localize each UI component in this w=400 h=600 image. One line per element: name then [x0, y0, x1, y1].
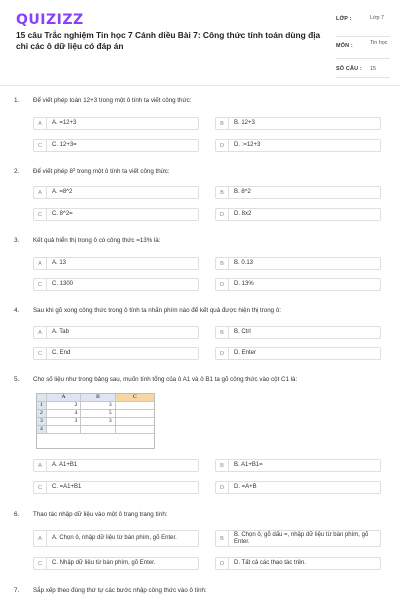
spreadsheet-cell — [81, 426, 115, 434]
meta-label-count: SỐ CÂU : — [336, 66, 362, 72]
question-number: 1. — [14, 97, 20, 104]
option-text: D. 8x2 — [234, 211, 252, 217]
question-number: 5. — [14, 376, 20, 383]
meta-divider — [336, 77, 390, 78]
row-header: 1 — [37, 402, 47, 410]
spreadsheet-cell: 3 — [81, 418, 115, 426]
question-number: 7. — [14, 587, 20, 594]
meta-value-class: Lớp 7 — [370, 15, 385, 21]
answer-option-a[interactable] — [33, 117, 199, 130]
spreadsheet-row — [37, 410, 154, 418]
spreadsheet-header-row — [37, 394, 154, 402]
meta-divider — [336, 36, 390, 37]
corner-cell — [37, 394, 47, 402]
option-letter: C — [34, 140, 47, 151]
question-text: Sau khi gõ xong công thức trong ô tính ta nhấn phím nào để kết quả được hiện thị trong ô: — [33, 307, 281, 314]
meta-label-class: LỚP : — [336, 16, 352, 22]
answer-option-c[interactable] — [33, 557, 199, 570]
question-text: Kết quả hiển thị trong ô có công thức =13% là: — [33, 237, 161, 244]
option-letter: C — [34, 279, 47, 290]
question-number: 6. — [14, 511, 20, 518]
spreadsheet-row — [37, 426, 154, 434]
answer-option-a[interactable] — [33, 326, 199, 339]
column-header: A — [47, 394, 81, 402]
spreadsheet-cell: 5 — [81, 410, 115, 418]
option-text: C. End — [52, 350, 71, 356]
answer-option-d[interactable] — [215, 139, 381, 152]
option-letter: B — [216, 187, 229, 198]
column-header: B — [81, 394, 115, 402]
option-letter: C — [34, 209, 47, 220]
question-text: Thao tác nhập dữ liệu vào một ô trang trang tính: — [33, 511, 168, 518]
option-text: C. Nhập dữ liệu từ bàn phím, gõ Enter. — [52, 560, 156, 566]
answer-option-b[interactable] — [215, 186, 381, 199]
option-letter: B — [216, 118, 229, 129]
column-header-selected: C — [116, 394, 154, 402]
option-text: D. Enter — [234, 350, 257, 356]
option-letter: A — [34, 327, 47, 338]
option-letter: A — [34, 531, 47, 546]
question-number: 4. — [14, 307, 20, 314]
option-letter: C — [34, 558, 47, 569]
spreadsheet-cell: 3 — [81, 402, 115, 410]
meta-label-subject: MÔN : — [336, 43, 353, 49]
spreadsheet-row — [37, 418, 154, 426]
option-text: B. Chọn ô, gõ dấu =, nhập dữ liệu từ bàn phím, gõ Enter. — [234, 531, 369, 545]
spreadsheet-cell — [116, 410, 154, 418]
option-letter: C — [34, 348, 47, 359]
answer-option-d[interactable] — [215, 481, 381, 494]
option-letter: A — [34, 460, 47, 471]
answer-option-d[interactable] — [215, 208, 381, 221]
answer-option-c[interactable] — [33, 481, 199, 494]
question-text-part: Để viết phép 8 — [33, 168, 73, 175]
option-letter: B — [216, 460, 229, 471]
spreadsheet-cell — [116, 418, 154, 426]
answer-option-a[interactable] — [33, 186, 199, 199]
question-text: Để viết phép toán 12+3 trong một ô tính ta viết công thức: — [33, 97, 192, 104]
answer-option-d[interactable] — [215, 278, 381, 291]
option-text: D. 13% — [234, 281, 254, 287]
meta-divider — [336, 58, 390, 59]
answer-option-a[interactable] — [33, 257, 199, 270]
option-text: C. =A1+B1 — [52, 484, 82, 490]
option-text: A. Chọn ô, nhập dữ liệu từ bàn phím, gõ Enter. — [52, 535, 177, 541]
option-text: A. 13 — [52, 260, 67, 266]
answer-option-c[interactable] — [33, 139, 199, 152]
answer-option-b[interactable] — [215, 326, 381, 339]
option-text: C. 8^2= — [52, 211, 73, 217]
answer-option-d[interactable] — [215, 557, 381, 570]
superscript-exponent: 2 — [72, 166, 76, 172]
answer-option-c[interactable] — [33, 278, 199, 291]
option-letter: B — [216, 327, 229, 338]
meta-value-count: 15 — [370, 66, 376, 72]
question-text-part: trong một ô tính ta viết công thức: — [75, 168, 170, 175]
answer-option-a[interactable] — [33, 530, 199, 547]
option-text: C. 12+3= — [52, 142, 77, 148]
option-text: B. 0.13 — [234, 260, 254, 266]
quizizz-logo[interactable]: QUIZIZZ — [16, 12, 84, 28]
spreadsheet-cell: 3 — [47, 418, 81, 426]
option-text: C. 1300 — [52, 281, 74, 287]
option-letter: D — [216, 482, 229, 493]
option-text: A. =8^2 — [52, 189, 73, 195]
option-text: B. 8^2 — [234, 189, 251, 195]
option-text: D. =A+B — [234, 484, 257, 490]
option-letter: B — [216, 258, 229, 269]
row-header: 3 — [37, 418, 47, 426]
spreadsheet-cell — [47, 426, 81, 434]
answer-option-b[interactable] — [215, 459, 381, 472]
answer-option-a[interactable] — [33, 459, 199, 472]
option-letter: D — [216, 140, 229, 151]
row-header: 4 — [37, 426, 47, 434]
option-letter: D — [216, 558, 229, 569]
page-title: 15 câu Trắc nghiệm Tin học 7 Cánh diều Bài 7: Công thức tính toán dùng địa chỉ các ô dữ liệu có đáp án — [16, 30, 321, 51]
spreadsheet-row — [37, 402, 154, 410]
option-text: B. A1+B1= — [234, 462, 263, 468]
spreadsheet-cell: 2 — [47, 402, 81, 410]
spreadsheet-cell — [116, 402, 154, 410]
option-text: B. 12+3 — [234, 120, 255, 126]
option-letter: A — [34, 118, 47, 129]
question-text: Sắp xếp theo đúng thứ tự các bước nhập công thức vào ô tính: — [33, 587, 207, 594]
option-letter: D — [216, 209, 229, 220]
option-text: D. :=12+3 — [234, 142, 261, 148]
meta-value-subject: Tin học — [370, 40, 388, 46]
answer-option-b[interactable] — [215, 257, 381, 270]
option-letter: D — [216, 348, 229, 359]
answer-option-c[interactable] — [33, 208, 199, 221]
option-letter: A — [34, 187, 47, 198]
question-number: 2. — [14, 168, 20, 175]
option-text: A. A1+B1 — [52, 462, 78, 468]
option-letter: C — [34, 482, 47, 493]
page-header — [0, 0, 400, 86]
spreadsheet-cell: 4 — [47, 410, 81, 418]
spreadsheet-cell — [116, 426, 154, 434]
answer-option-d[interactable] — [215, 347, 381, 360]
option-letter: B — [216, 531, 229, 546]
option-letter: D — [216, 279, 229, 290]
question-text: Cho số liệu như trong bảng sau, muốn tính tổng của ô A1 và ô B1 ta gõ công thức vào cột C1 là: — [33, 376, 298, 383]
answer-option-c[interactable] — [33, 347, 199, 360]
answer-option-b[interactable] — [215, 117, 381, 130]
question-number: 3. — [14, 237, 20, 244]
option-letter: A — [34, 258, 47, 269]
option-text: B. Ctrl — [234, 329, 251, 335]
option-text: D. Tất cả các thao tác trên. — [234, 560, 306, 566]
spreadsheet-table — [36, 393, 155, 449]
option-text: A. Tab — [52, 329, 69, 335]
option-text: A. =12+3 — [52, 120, 77, 126]
question-text — [33, 168, 170, 176]
answer-option-b[interactable] — [215, 530, 381, 547]
row-header: 2 — [37, 410, 47, 418]
